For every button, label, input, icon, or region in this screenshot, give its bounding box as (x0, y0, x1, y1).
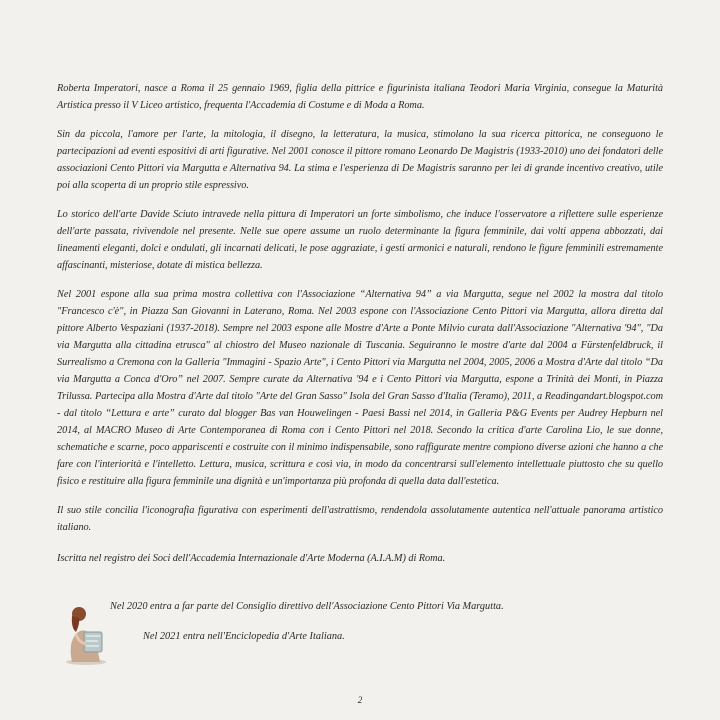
paragraph-early-years: Sin da piccola, l'amore per l'arte, la mitologia, il disegno, la letteratura, la musica, stimolano la sua ricerca pittorica, ne conseguono le partecipazioni ad eventi espositivi di arti figurative. Nel 2001 conosce il pittore romano Leonardo De Magistris (1933-2010) uno dei fondatori delle associazioni Cento Pittori via Margutta e Alternativa 94. La stima e l'esperienza di De Magistris saranno per lei di grande incentivo creativo, utile poi alla scoperta di un proprio stile espressivo. (57, 129, 663, 191)
line-enciclopedia: Nel 2021 entra nell'Enciclopedia d'Arte Italiana. (143, 631, 345, 642)
line-consiglio-direttivo: Nel 2020 entra a far parte del Consiglio direttivo dell'Associazione Cento Pittori Via Margutta. (110, 601, 504, 612)
figure-row (60, 598, 660, 668)
paragraph-aiam: Iscritta nel registro dei Soci dell'Accademia Internazionale d'Arte Moderna (A.I.A.M) di Roma. (57, 553, 446, 564)
paragraph-exhibitions: Nel 2001 espone alla sua prima mostra collettiva con l'Associazione “Alternativa 94” a via Margutta, segue nel 2002 la mostra dal titolo "Francesco c'è", in Piazza San Giovanni in Laterano, Roma. Nel 2003 espone con l'Associazione Cento Pittori via Margutta, allora diretta dal pittore Alberto Vespaziani (1937-2018). Sempre nel 2003 espone alle Mostre d'Arte a Ponte Milvio curata dall'Associazione "Alternativa '94", "Da via Margutta alla cittadina etrusca" al chiostro del Museo nazionale di Tuscania. Seguiranno le mostre d'arte dal 2004 a Fürstenfeldbruck, il Surrealismo a Cremona con la Galleria "Immagini - Spazio Arte", i Cento Pittori via Margutta nel 2004, 2005, 2006 a Mostra d'Arte dal titolo “Da via Margutta a Conca d'Oro” nel 2007. Sempre curate da Alternativa '94 e i Cento Pittori via Margutta, espone a Trinità dei Monti, in Piazza Trilussa. Partecipa alla Mostra d'Arte dal titolo "Arte del Gran Sasso" Isola del Gran Sasso d'Italia (Teramo), 2011, a Readingandart.blogspot.com - dal titolo “Lettura e arte” curato dal blogger Bas van Houwelingen - Paesi Bassi nel 2014, in Galleria P&G Events per Audrey Hepburn nel 2014, al MACRO Museo di Arte Contemporanea di Roma con i Cento Pittori nel 2018. Secondo la critica d'arte Carolina Lio, le sue donne, schematiche e scarne, poco appariscenti e costruite con il minimo indispensabile, sono raffigurate mentre compiono diverse azioni che hanno a che fare con l'interiorità e l'intelletto. Lettura, musica, scrittura e così via, in modo da concentrarsi sull'elemento intellettuale piuttosto che su quello fisico e restituire alla figura femminile una dignità e un'importanza più profonda di quella data dall'estetica. (57, 289, 663, 487)
paragraph-biography: Roberta Imperatori, nasce a Roma il 25 gennaio 1969, figlia della pittrice e figurinista italiana Teodori Maria Virginia, consegue la Maturità Artistica presso il V Liceo artistico, frequenta l'Accademia di Costume e di Moda a Roma. (57, 83, 663, 111)
figurine-painting-icon (62, 598, 110, 666)
paragraph-style: Il suo stile concilia l'iconografia figurativa con esperimenti dell'astrattismo, rendendola assolutamente autentica nell'attuale panorama artistico italiano. (57, 505, 663, 533)
document-body (57, 80, 663, 579)
page-number: 2 (357, 695, 363, 705)
paragraph-critique-sciuto: Lo storico dell'arte Davide Sciuto intravede nella pittura di Imperatori un forte simbolismo, che induce l'osservatore a riflettere sulle esperienze dell'arte passata, rivivendole nel presente. Nelle sue opere assume un ruolo determinante la figura femminile, dai volti appena abbozzati, dai lineamenti eleganti, dolci e ondulati, gli incarnati delicati, le pose aggraziate, i gesti armonici e naturali, rendono le figure femminili estremamente affascinanti, misteriose, dotate di mistica bellezza. (57, 209, 663, 271)
